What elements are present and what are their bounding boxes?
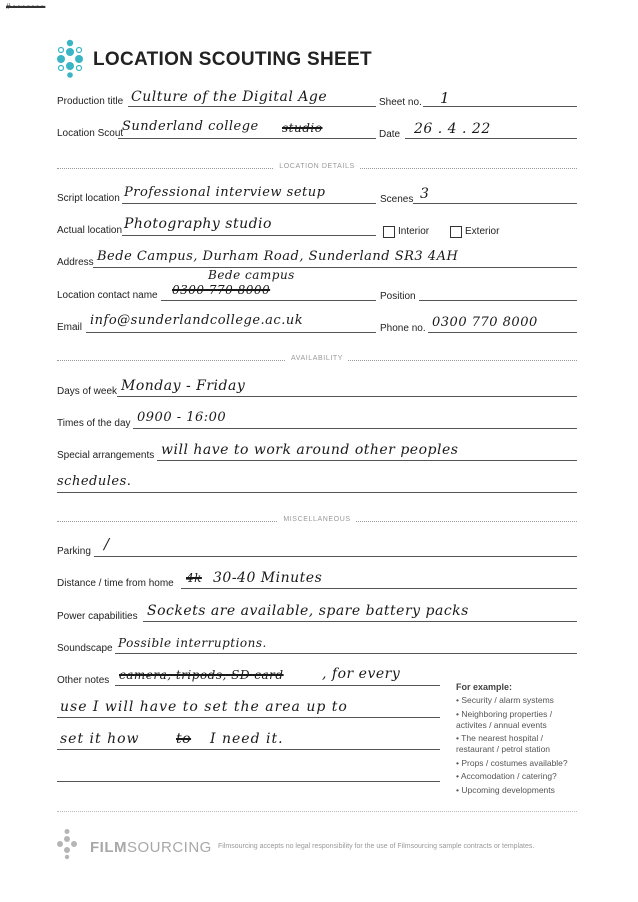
- footer-brand: [90, 839, 212, 856]
- special-arrangements-line[interactable]: [157, 460, 577, 461]
- page-title: LOCATION SCOUTING SHEET: [93, 49, 372, 70]
- power-value: Sockets are available, spare battery packs: [147, 603, 469, 619]
- production-title-line[interactable]: [128, 106, 376, 107]
- other-notes-line-3[interactable]: [57, 749, 440, 750]
- other-notes-value-2: use I will have to set the area up to: [60, 699, 348, 715]
- exterior-checkbox[interactable]: [450, 226, 462, 238]
- parking-line[interactable]: [94, 556, 577, 557]
- position-label: Position: [380, 291, 416, 302]
- production-title-label: Production title: [57, 96, 124, 107]
- scenes-value: 3: [420, 186, 430, 202]
- times-of-day-label: Times of the day: [57, 418, 131, 429]
- soundscape-label: Soundscape: [57, 643, 113, 654]
- parking-label: Parking: [57, 546, 91, 557]
- section-miscellaneous: [57, 516, 577, 526]
- footer-brand-bold: FILM: [90, 839, 127, 856]
- special-arrangements-value-2: schedules.: [57, 474, 132, 489]
- script-location-label: Script location: [57, 193, 120, 204]
- email-value: info@sunderlandcollege.ac.uk: [90, 313, 304, 328]
- for-example-item: • Neighboring properties /: [456, 709, 553, 719]
- section-miscellaneous-title: MISCELLANEOUS: [278, 516, 355, 523]
- phone-line[interactable]: [428, 332, 577, 333]
- other-notes-label: Other notes: [57, 675, 110, 686]
- other-notes-value-3-struck: to: [176, 731, 192, 747]
- location-scout-label: Location Scout: [57, 128, 124, 139]
- date-line[interactable]: [405, 138, 577, 139]
- for-example-item: restaurant / petrol station: [456, 744, 551, 754]
- soundscape-line[interactable]: [115, 653, 577, 654]
- sheet-no-label: Sheet no.: [379, 97, 422, 108]
- distance-struck: 4k: [186, 571, 202, 585]
- times-of-day-value: 0900 - 16:00: [137, 410, 227, 425]
- email-label: Email: [57, 322, 83, 333]
- script-location-value: Professional interview setup: [124, 185, 326, 200]
- section-availability-title: AVAILABILITY: [286, 355, 348, 362]
- exterior-label: Exterior: [465, 226, 500, 237]
- email-line[interactable]: [86, 332, 376, 333]
- production-title-value: Culture of the Digital Age: [131, 89, 328, 105]
- other-notes-line-4[interactable]: [57, 781, 440, 782]
- times-of-day-line[interactable]: [133, 428, 577, 429]
- power-label: Power capabilities: [57, 611, 138, 622]
- special-arrangements-line-2[interactable]: [57, 492, 577, 493]
- for-example-title: For example:: [456, 682, 513, 692]
- location-contact-line[interactable]: [161, 300, 376, 301]
- date-value: 26 . 4 . 22: [414, 121, 491, 137]
- phone-value: 0300 770 8000: [432, 315, 538, 330]
- script-location-line[interactable]: [122, 203, 376, 204]
- filmsourcing-logo-icon: [54, 38, 86, 78]
- other-notes-value-1: , for every: [322, 666, 401, 682]
- position-line[interactable]: [419, 300, 577, 301]
- distance-label: Distance / time from home: [57, 578, 174, 589]
- footer-divider: [57, 811, 577, 812]
- scenes-line[interactable]: [413, 203, 577, 204]
- date-label: Date: [379, 129, 401, 140]
- location-scout-value: Sunderland college: [122, 119, 259, 134]
- section-location-details-title: LOCATION DETAILS: [274, 163, 359, 170]
- other-notes-line-2[interactable]: [57, 717, 440, 718]
- for-example-item: • Accomodation / catering?: [456, 771, 557, 781]
- corner-scribble: # ~~~~~~~: [6, 2, 46, 11]
- for-example-item: • Upcoming developments: [456, 785, 555, 795]
- power-line[interactable]: [143, 621, 577, 622]
- scenes-label: Scenes: [380, 194, 414, 205]
- actual-location-line[interactable]: [122, 235, 376, 236]
- sheet-no-value: 1: [440, 89, 451, 107]
- actual-location-value: Photography studio: [124, 216, 272, 232]
- footer-brand-light: SOURCING: [127, 839, 212, 856]
- for-example-item: activites / annual events: [456, 720, 547, 730]
- section-location-details: [57, 163, 577, 173]
- interior-label: Interior: [398, 226, 430, 237]
- for-example-item: • The nearest hospital /: [456, 733, 543, 743]
- location-contact-label: Location contact name: [57, 290, 158, 301]
- distance-value: 30-40 Minutes: [213, 570, 323, 586]
- other-notes-line-1[interactable]: [115, 685, 440, 686]
- other-notes-value-3b: I need it.: [210, 731, 284, 747]
- interior-checkbox[interactable]: [383, 226, 395, 238]
- special-arrangements-label: Special arrangements: [57, 450, 155, 461]
- parking-value: /: [104, 535, 110, 553]
- other-notes-value-3a: set it how: [60, 731, 140, 747]
- footer-disclaimer: Filmsourcing accepts no legal responsibility for the use of Filmsourcing sample contracts or templates.: [218, 843, 535, 850]
- distance-line[interactable]: [181, 588, 577, 589]
- for-example-item: • Props / costumes available?: [456, 758, 568, 768]
- for-example-item: • Security / alarm systems: [456, 695, 554, 705]
- address-value-line2: Bede campus: [208, 268, 295, 282]
- location-scout-struck: studio: [282, 121, 323, 135]
- days-of-week-line[interactable]: [117, 396, 577, 397]
- address-line[interactable]: [93, 267, 577, 268]
- filmsourcing-footer-logo-icon: [56, 828, 78, 860]
- location-contact-struck: 0300 770 8000: [172, 283, 271, 297]
- special-arrangements-value: will have to work around other peoples: [161, 442, 459, 458]
- other-notes-struck: camera, tripods, SD card: [119, 668, 284, 682]
- phone-label: Phone no.: [380, 323, 426, 334]
- soundscape-value: Possible interruptions.: [118, 636, 267, 650]
- address-value: Bede Campus, Durham Road, Sunderland SR3 4AH: [97, 249, 459, 264]
- address-label: Address: [57, 257, 94, 268]
- days-of-week-value: Monday - Friday: [121, 378, 246, 394]
- section-availability: [57, 355, 577, 365]
- location-scout-line[interactable]: [118, 138, 376, 139]
- actual-location-label: Actual location: [57, 225, 123, 236]
- days-of-week-label: Days of week: [57, 386, 118, 397]
